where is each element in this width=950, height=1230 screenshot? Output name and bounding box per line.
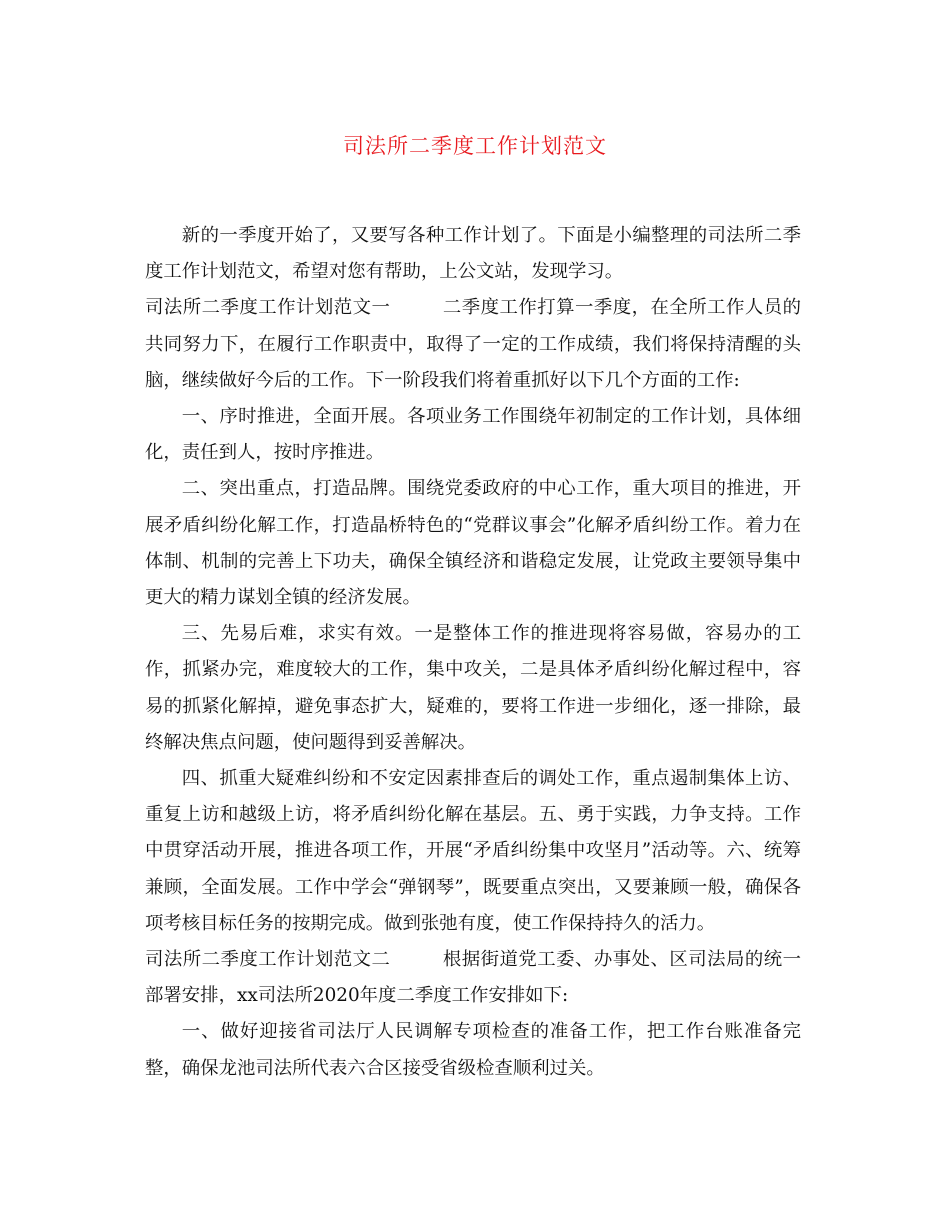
section-heading-sample-one: 司法所二季度工作计划范文一 bbox=[145, 297, 391, 319]
paragraph-item-two: 二、突出重点，打造品牌。围绕党委政府的中心工作，重大项目的推进，开展矛盾纠纷化解工作，打造晶桥特色的“党群议事会”化解矛盾纠纷工作。着力在体制、机制的完善上下功夫，确保全镇经济和谐稳定发展，让党政主要领导集中更大的精力谋划全镇的经济发展。 bbox=[145, 478, 801, 609]
paragraph-intro: 新的一季度开始了，又要写各种工作计划了。下面是小编整理的司法所二季度工作计划范文，希望对您有帮助，上公文站，发现学习。 bbox=[145, 225, 801, 283]
paragraph-sample-two-item-one: 一、做好迎接省司法厅人民调解专项检查的准备工作，把工作台账准备完整，确保龙池司法所代表六合区接受省级检查顺利过关。 bbox=[145, 1021, 801, 1079]
section-body-sample-one: 二季度工作打算一季度，在全所工作人员的共同努力下，在履行工作职责中，取得了一定的工作成绩，我们将保持清醒的头脑，继续做好今后的工作。下一阶段我们将着重抓好以下几个方面的工作: bbox=[145, 297, 801, 391]
paragraph-sample-two bbox=[145, 942, 801, 1014]
document-body bbox=[145, 218, 801, 1087]
section-body-sample-two: 根据街道党工委、办事处、区司法局的统一部署安排，xx司法所2020年度二季度工作安排如下: bbox=[145, 949, 801, 1007]
paragraph-sample-one bbox=[145, 290, 801, 399]
paragraph-item-one: 一、序时推进，全面开展。各项业务工作围绕年初制定的工作计划，具体细化，责任到人，按时序推进。 bbox=[145, 406, 801, 464]
paragraph-item-four: 四、抓重大疑难纠纷和不安定因素排查后的调处工作，重点遏制集体上访、重复上访和越级上访，将矛盾纠纷化解在基层。五、勇于实践，力争支持。工作中贯穿活动开展，推进各项工作，开展“矛盾纠纷集中攻坚月”活动等。六、统筹兼顾，全面发展。工作中学会“弹钢琴”，既要重点突出，又要兼顾一般，确保各项考核目标任务的按期完成。做到张弛有度，使工作保持持久的活力。 bbox=[145, 768, 801, 934]
section-heading-sample-two: 司法所二季度工作计划范文二 bbox=[145, 949, 391, 971]
paragraph-item-three: 三、先易后难，求实有效。一是整体工作的推进现将容易做，容易办的工作，抓紧办完，难度较大的工作，集中攻关，二是具体矛盾纠纷化解过程中，容易的抓紧化解掉，避免事态扩大，疑难的，要将工作进一步细化，逐一排除，最终解决焦点问题，使问题得到妥善解决。 bbox=[145, 623, 801, 753]
document-title: 司法所二季度工作计划范文 bbox=[343, 134, 607, 158]
